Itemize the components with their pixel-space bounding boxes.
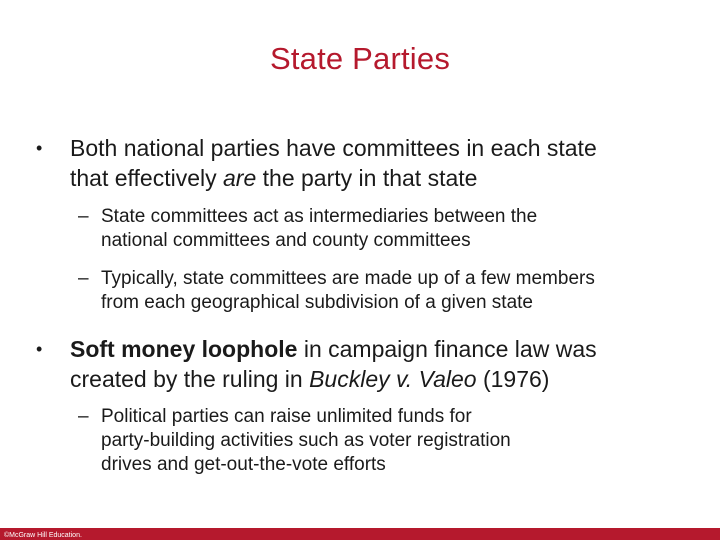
bullet-2-line-1 <box>70 334 680 364</box>
sub-bullet-line: party-building activities such as voter registration <box>101 430 511 451</box>
text-run: (1976) <box>476 366 550 392</box>
slide-title: State Parties <box>269 41 451 76</box>
sub-bullet-1-2-text <box>101 267 691 315</box>
sub-bullet-line: drives and get-out-the-vote efforts <box>101 454 386 475</box>
text-run: created by the ruling in <box>70 366 310 392</box>
sub-bullet-line: national committees and county committees <box>101 230 471 251</box>
bullet-2-line-2 <box>70 364 680 394</box>
sub-bullet-marker: – <box>78 406 89 427</box>
case-name: Buckley v. Valeo <box>309 366 477 392</box>
sub-bullet-marker: – <box>78 206 89 227</box>
text-run: the party in that state <box>256 165 478 191</box>
text-run: in campaign finance law was <box>297 336 597 362</box>
bullet-marker: • <box>36 138 43 158</box>
sub-bullet-line: from each geographical subdivision of a given state <box>101 292 533 313</box>
bullet-1-line-1 <box>70 133 680 163</box>
sub-bullet-line: Political parties can raise unlimited funds for <box>101 406 472 427</box>
bullet-2-text <box>70 334 680 394</box>
sub-bullet-1-1-text <box>101 205 691 253</box>
copyright-text: ©McGraw Hill Education. <box>4 532 82 539</box>
footer-bar <box>0 528 720 540</box>
bullet-marker: • <box>36 339 43 359</box>
sub-bullet-2-1-text <box>101 405 691 477</box>
bold-term: Soft money loophole <box>70 336 298 362</box>
bullet-1-line-2 <box>70 163 680 193</box>
text-run: that effectively <box>70 165 223 191</box>
sub-bullet-marker: – <box>78 268 89 289</box>
emphasis-text: are <box>223 165 257 191</box>
sub-bullet-line: State committees act as intermediaries between the <box>101 206 538 227</box>
text-run: Both national parties have committees in each state <box>70 135 597 161</box>
bullet-1-text <box>70 133 680 193</box>
sub-bullet-line: Typically, state committees are made up of a few members <box>101 268 595 289</box>
